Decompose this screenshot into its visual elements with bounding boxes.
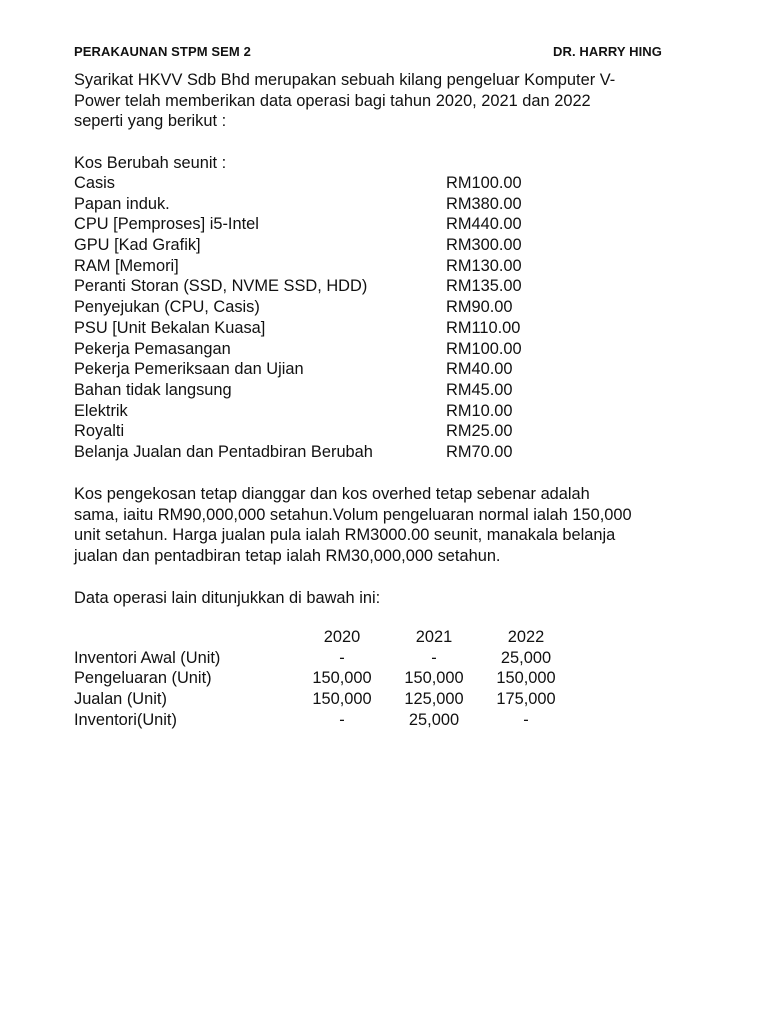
table-cell: -	[523, 710, 529, 729]
cost-value: RM440.00	[446, 215, 522, 234]
fixed-cost-paragraph	[74, 484, 694, 567]
cost-value: RM300.00	[446, 236, 522, 255]
table-row	[74, 648, 594, 669]
intro-line: Syarikat HKVV Sdb Bhd merupakan sebuah kilang pengeluar Komputer V-	[74, 71, 616, 89]
table-cell: 150,000	[496, 669, 556, 688]
cost-label: CPU [Pemproses] i5-Intel	[74, 215, 259, 234]
fixed-cost-line: unit setahun. Harga jualan pula ialah RM3000.00 seunit, manakala belanja	[74, 526, 616, 545]
table-cell: 175,000	[496, 690, 556, 709]
variable-cost-heading: Kos Berubah seunit :	[74, 154, 227, 172]
table-cell: 25,000	[500, 648, 552, 667]
cost-row	[74, 442, 594, 463]
cost-value: RM135.00	[446, 277, 522, 296]
cost-row	[74, 194, 594, 215]
table-cell: -	[339, 648, 345, 667]
cost-label: Elektrik	[74, 401, 128, 420]
cost-value: RM380.00	[446, 194, 522, 213]
table-row	[74, 689, 594, 710]
course-title: PERAKAUNAN STPM SEM 2	[74, 44, 251, 59]
cost-label: Bahan tidak langsung	[74, 380, 232, 399]
cost-row	[74, 214, 594, 235]
table-cell: 125,000	[404, 690, 464, 709]
cost-label: Pekerja Pemeriksaan dan Ujian	[74, 360, 304, 379]
cost-row	[74, 318, 594, 339]
cost-label: Penyejukan (CPU, Casis)	[74, 298, 260, 317]
cost-row	[74, 256, 594, 277]
cost-value: RM25.00	[446, 422, 513, 441]
cost-row	[74, 297, 594, 318]
cost-value: RM45.00	[446, 380, 513, 399]
cost-row	[74, 339, 594, 360]
fixed-cost-line: jualan dan pentadbiran tetap ialah RM30,000,000 setahun.	[74, 547, 501, 566]
cost-value: RM70.00	[446, 442, 513, 461]
cost-value: RM100.00	[446, 174, 522, 192]
cost-label: Papan induk.	[74, 194, 170, 213]
fixed-cost-line: Kos pengekosan tetap dianggar dan kos overhed tetap sebenar adalah	[74, 485, 590, 503]
table-cell: 25,000	[408, 710, 460, 729]
cost-row	[74, 401, 594, 422]
cost-value: RM130.00	[446, 256, 522, 275]
table-header-row	[74, 627, 594, 648]
year-header: 2020	[323, 628, 361, 646]
row-label: Jualan (Unit)	[74, 690, 167, 709]
cost-value: RM10.00	[446, 401, 513, 420]
row-label: Pengeluaran (Unit)	[74, 669, 212, 688]
cost-label: PSU [Unit Bekalan Kuasa]	[74, 318, 266, 337]
cost-row	[74, 421, 594, 442]
intro-line: Power telah memberikan data operasi bagi tahun 2020, 2021 dan 2022	[74, 91, 591, 110]
intro-paragraph	[74, 70, 694, 132]
cost-value: RM40.00	[446, 360, 513, 379]
cost-row	[74, 235, 594, 256]
year-header: 2021	[415, 628, 453, 646]
cost-value: RM90.00	[446, 298, 513, 317]
table-cell: 150,000	[404, 669, 464, 688]
operations-heading: Data operasi lain ditunjukkan di bawah ini:	[74, 589, 381, 607]
operations-table	[74, 627, 594, 730]
cost-row	[74, 173, 594, 194]
cost-label: GPU [Kad Grafik]	[74, 236, 201, 255]
intro-line: seperti yang berikut :	[74, 112, 227, 131]
cost-value: RM100.00	[446, 339, 522, 358]
author-name: DR. HARRY HING	[552, 44, 662, 59]
fixed-cost-line: sama, iaitu RM90,000,000 setahun.Volum pengeluaran normal ialah 150,000	[74, 505, 632, 524]
cost-label: Pekerja Pemasangan	[74, 339, 231, 358]
cost-label: Royalti	[74, 422, 125, 441]
row-label: Inventori Awal (Unit)	[74, 648, 221, 667]
row-label: Inventori(Unit)	[74, 710, 177, 729]
cost-row	[74, 380, 594, 401]
cost-label: RAM [Memori]	[74, 256, 179, 275]
table-row	[74, 668, 594, 689]
cost-row	[74, 276, 594, 297]
table-cell: 150,000	[312, 690, 372, 709]
cost-label: Casis	[74, 174, 115, 192]
year-header: 2022	[507, 628, 545, 646]
table-cell: -	[431, 648, 437, 667]
cost-label: Peranti Storan (SSD, NVME SSD, HDD)	[74, 277, 368, 296]
cost-row	[74, 359, 594, 380]
cost-label: Belanja Jualan dan Pentadbiran Berubah	[74, 442, 373, 461]
table-cell: 150,000	[312, 669, 372, 688]
table-cell: -	[339, 710, 345, 729]
cost-value: RM110.00	[446, 318, 521, 337]
variable-cost-list	[74, 173, 594, 463]
table-row	[74, 710, 594, 731]
